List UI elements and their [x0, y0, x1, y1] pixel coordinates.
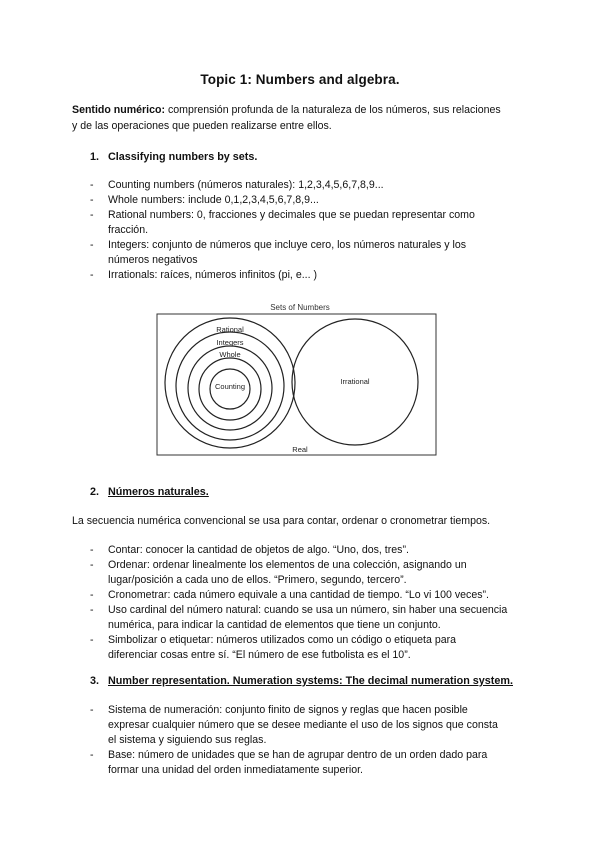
intro-term: Sentido numérico:: [72, 104, 165, 116]
rational-label: Rational: [216, 325, 244, 334]
section-3-number: 3.: [90, 675, 100, 687]
list-item: - Simbolizar o etiquetar: números utilizados como un código o etiqueta para diferenciar cosas entre sí. “El número de ese futbolista es el 10”.: [90, 633, 530, 663]
intro-line-2: y de las operaciones que pueden realizarse entre ellos.: [72, 119, 332, 132]
list-item: - Cronometrar: cada número equivale a una cantidad de tiempo. “Lo vi 100 veces”.: [90, 588, 530, 603]
section-1-heading: [90, 151, 257, 163]
page-title: Topic 1: Numbers and algebra.: [200, 72, 400, 87]
intro-line-1: comprensión profunda de la naturaleza de los números, sus relaciones: [165, 104, 501, 116]
list-item: - Integers: conjunto de números que incluye cero, los números naturales y los números negativos: [90, 238, 530, 268]
list-item: - Rational numbers: 0, fracciones y decimales que se puedan representar como fracción.: [90, 208, 530, 238]
sets-of-numbers-diagram: [150, 300, 442, 462]
section-1-list: [90, 178, 530, 283]
list-item: - Sistema de numeración: conjunto finito de signos y reglas que hacen posible expresar cualquier número que se desee mediante el uso de los signos que consta el sistema y siguiendo sus reglas.: [90, 703, 530, 748]
list-item: - Whole numbers: include 0,1,2,3,4,5,6,7,8,9...: [90, 193, 530, 208]
list-item: - Uso cardinal del número natural: cuando se usa un número, sin haber una secuencia numérica, para indicar la cantidad de elementos que tiene un conjunto.: [90, 603, 530, 633]
section-2-list: [90, 543, 530, 663]
real-label: Real: [292, 445, 308, 454]
section-2-title: Números naturales.: [108, 486, 209, 498]
irrational-label: Irrational: [340, 377, 370, 386]
list-item: - Contar: conocer la cantidad de objetos de algo. “Uno, dos, tres”.: [90, 543, 530, 558]
section-1-number: 1.: [90, 151, 100, 163]
section-3-list: [90, 703, 530, 778]
section-2-paragraph: La secuencia numérica convencional se usa para contar, ordenar o cronometrar tiempos.: [72, 515, 491, 527]
list-item: - Ordenar: ordenar linealmente los elementos de una colección, asignando un lugar/posición a cada uno de ellos. “Primero, segundo, tercero”.: [90, 558, 530, 588]
section-1-title: Classifying numbers by sets.: [108, 151, 258, 163]
section-2-heading: [90, 486, 209, 498]
list-item: - Base: número de unidades que se han de agrupar dentro de un orden dado para formar una unidad del orden inmediatamente superior.: [90, 748, 530, 778]
section-3-title: Number representation. Numeration systems: The decimal numeration system.: [108, 675, 513, 687]
section-2-number: 2.: [90, 486, 100, 498]
list-item: - Irrationals: raíces, números infinitos (pi, e... ): [90, 268, 530, 283]
list-item: - Counting numbers (números naturales): 1,2,3,4,5,6,7,8,9...: [90, 178, 530, 193]
counting-label: Counting: [214, 382, 246, 391]
integers-label: Integers: [216, 338, 244, 347]
intro-paragraph: [72, 103, 532, 134]
diagram-title: Sets of Numbers: [270, 303, 330, 312]
section-3-heading: [90, 675, 513, 687]
whole-label: Whole: [219, 350, 241, 359]
